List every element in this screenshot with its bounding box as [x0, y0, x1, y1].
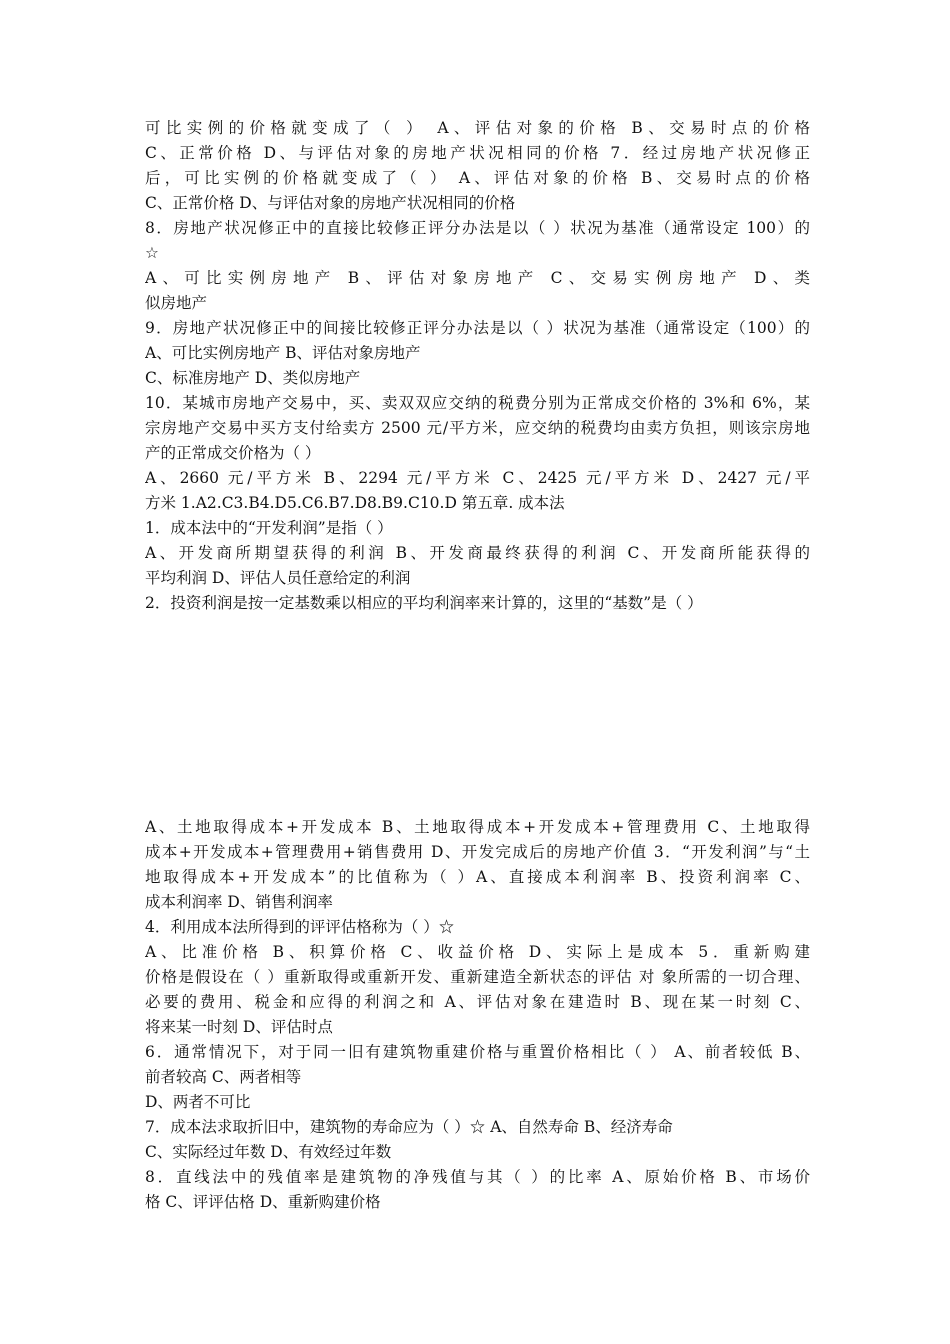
text-line: 2．投资利润是按一定基数乘以相应的平均利润率来计算的，这里的“基数”是（ ）	[145, 594, 703, 612]
text-line: 8．直线法中的残值率是建筑物的净残值与其（ ）的比率 A、原始价格 B、市场价	[145, 1168, 810, 1186]
text-line: A、开发商所期望获得的利润 B、开发商最终获得的利润 C、开发商所能获得的	[145, 544, 810, 562]
text-line: 4．利用成本法所得到的评评估格称为（ ）☆	[145, 918, 455, 936]
text-line: A、土地取得成本+开发成本 B、土地取得成本+开发成本+管理费用 C、土地取得	[145, 818, 810, 836]
text-line: 后，可比实例的价格就变成了（ ） A、评估对象的价格 B、交易时点的价格	[145, 169, 810, 187]
text-line: C、标准房地产 D、类似房地产	[145, 369, 361, 387]
text-line: D、两者不可比	[145, 1093, 251, 1111]
text-line: 将来某一时刻 D、评估时点	[145, 1018, 333, 1036]
text-line: ☆	[145, 244, 159, 262]
text-line: C、正常价格 D、与评估对象的房地产状况相同的价格 7．经过房地产状况修正	[145, 144, 810, 162]
text-line: 8．房地产状况修正中的直接比较修正评分办法是以（ ）状况为基准（通常设定 100）的	[145, 219, 810, 237]
text-line: 地取得成本+开发成本”的比值称为（ ）A、直接成本利润率 B、投资利润率 C、	[145, 868, 810, 886]
text-line: A、可比实例房地产 B、评估对象房地产	[145, 344, 421, 362]
text-line: 10．某城市房地产交易中，买、卖双双应交纳的税费分别为正常成交价格的 3%和 6%，某	[145, 394, 810, 412]
text-line: 宗房地产交易中买方支付给卖方 2500 元/平方米，应交纳的税费均由卖方负担，则该宗房地	[145, 419, 810, 437]
text-line: A、可比实例房地产 B、评估对象房地产 C、交易实例房地产 D、类	[145, 269, 810, 287]
text-line: 必要的费用、税金和应得的利润之和 A、评估对象在建造时 B、现在某一时刻 C、	[145, 993, 810, 1011]
text-line: 可比实例的价格就变成了（ ） A、评估对象的价格 B、交易时点的价格	[145, 119, 810, 137]
text-line: A、比准价格 B、积算价格 C、收益价格 D、实际上是成本 5．重新购建	[145, 943, 810, 961]
text-line: A、2660 元/平方米 B、2294 元/平方米 C、2425 元/平方米 D、2427 元/平	[145, 469, 810, 487]
text-line: 成本利润率 D、销售利润率	[145, 893, 333, 911]
text-line: 1．成本法中的“开发利润”是指（ ）	[145, 519, 393, 537]
text-line: C、实际经过年数 D、有效经过年数	[145, 1143, 392, 1161]
text-line: 6．通常情况下，对于同一旧有建筑物重建价格与重置价格相比（ ） A、前者较低 B、	[145, 1043, 810, 1061]
text-line: 7．成本法求取折旧中，建筑物的寿命应为（ ）☆ A、自然寿命 B、经济寿命	[145, 1118, 673, 1136]
text-line: C、正常价格 D、与评估对象的房地产状况相同的价格	[145, 194, 516, 212]
text-line: 平均利润 D、评估人员任意给定的利润	[145, 569, 411, 587]
text-line: 价格是假设在（ ）重新取得或重新开发、重新建造全新状态的评估 对 象所需的一切合理、	[145, 968, 810, 986]
text-line: 似房地产	[145, 294, 208, 312]
text-line: 前者较高 C、两者相等	[145, 1068, 302, 1086]
text-line: 方米 1.A2.C3.B4.D5.C6.B7.D8.B9.C10.D 第五章. 成本法	[145, 494, 565, 512]
text-line: 成本+开发成本+管理费用+销售费用 D、开发完成后的房地产价值 3．“开发利润”与“土	[145, 843, 810, 861]
text-line: 格 C、评评估格 D、重新购建价格	[145, 1193, 381, 1211]
text-line: 产的正常成交价格为（ ）	[145, 444, 321, 462]
text-line: 9．房地产状况修正中的间接比较修正评分办法是以（ ）状况为基准（通常设定（100）的	[145, 319, 810, 337]
